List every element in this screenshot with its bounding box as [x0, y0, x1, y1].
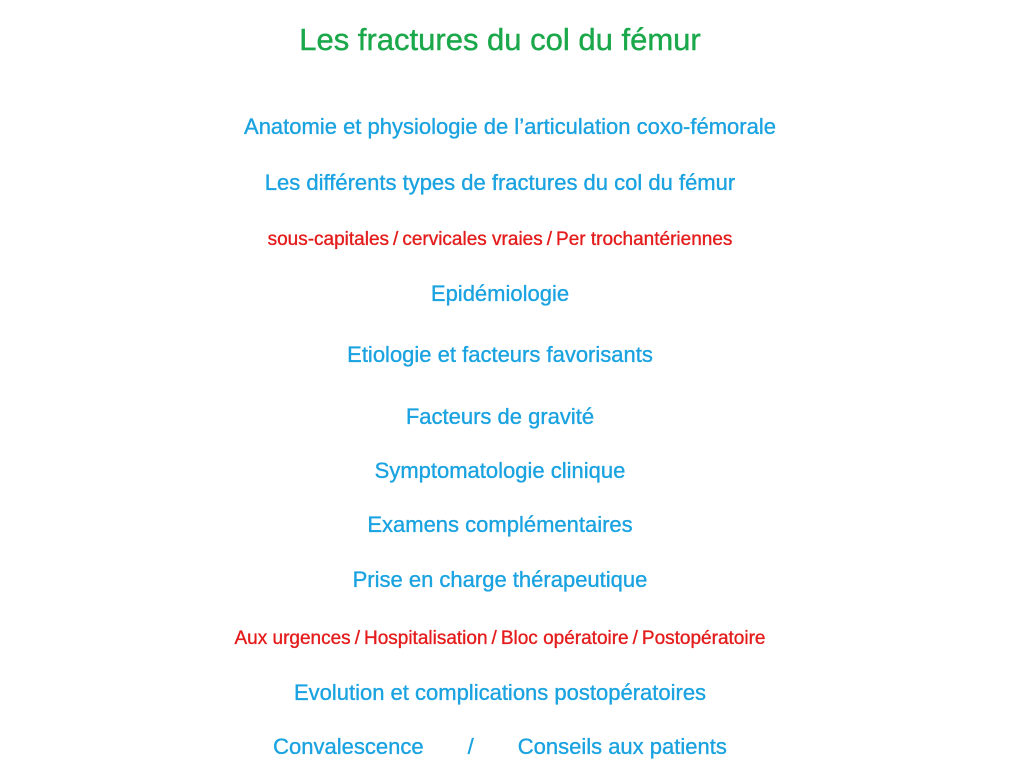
topic-exams: Examens complémentaires [367, 512, 633, 537]
topic-anatomy: Anatomie et physiologie de l’articulation coxo-fémorale [244, 114, 776, 139]
topic-symptoms: Symptomatologie clinique [374, 458, 626, 483]
fracture-types-list [0, 229, 1000, 251]
care-stage-postoperative: Postopératoire [641, 628, 766, 649]
separator: / [354, 628, 360, 649]
separator: / [632, 628, 638, 649]
separator: / [393, 229, 399, 250]
care-stage-emergency: Aux urgences [234, 628, 351, 649]
care-stages-list [0, 628, 1000, 650]
fracture-type-pertrochanteric: Per trochantériennes [556, 229, 733, 250]
care-stage-operating-room: Bloc opératoire [500, 628, 629, 649]
fracture-type-cervical: cervicales vraies [402, 229, 543, 250]
topic-convalescence-advice [0, 734, 1000, 760]
topic-advice: Conseils aux patients [517, 734, 727, 759]
separator: / [491, 628, 497, 649]
topic-convalescence: Convalescence [273, 734, 424, 759]
topic-evolution: Evolution et complications postopératoires [293, 680, 707, 705]
topic-severity: Facteurs de gravité [405, 404, 595, 429]
topic-fracture-types: Les différents types de fractures du col du fémur [264, 170, 736, 195]
care-stage-hospitalisation: Hospitalisation [363, 628, 488, 649]
topic-therapy: Prise en charge thérapeutique [352, 567, 648, 592]
topic-etiology: Etiologie et facteurs favorisants [347, 342, 653, 367]
page-title: Les fractures du col du fémur [299, 22, 701, 57]
separator: / [546, 229, 553, 250]
separator: / [467, 734, 474, 759]
fracture-type-subcapital: sous-capitales [267, 229, 390, 250]
topic-epidemiology: Epidémiologie [430, 281, 570, 306]
